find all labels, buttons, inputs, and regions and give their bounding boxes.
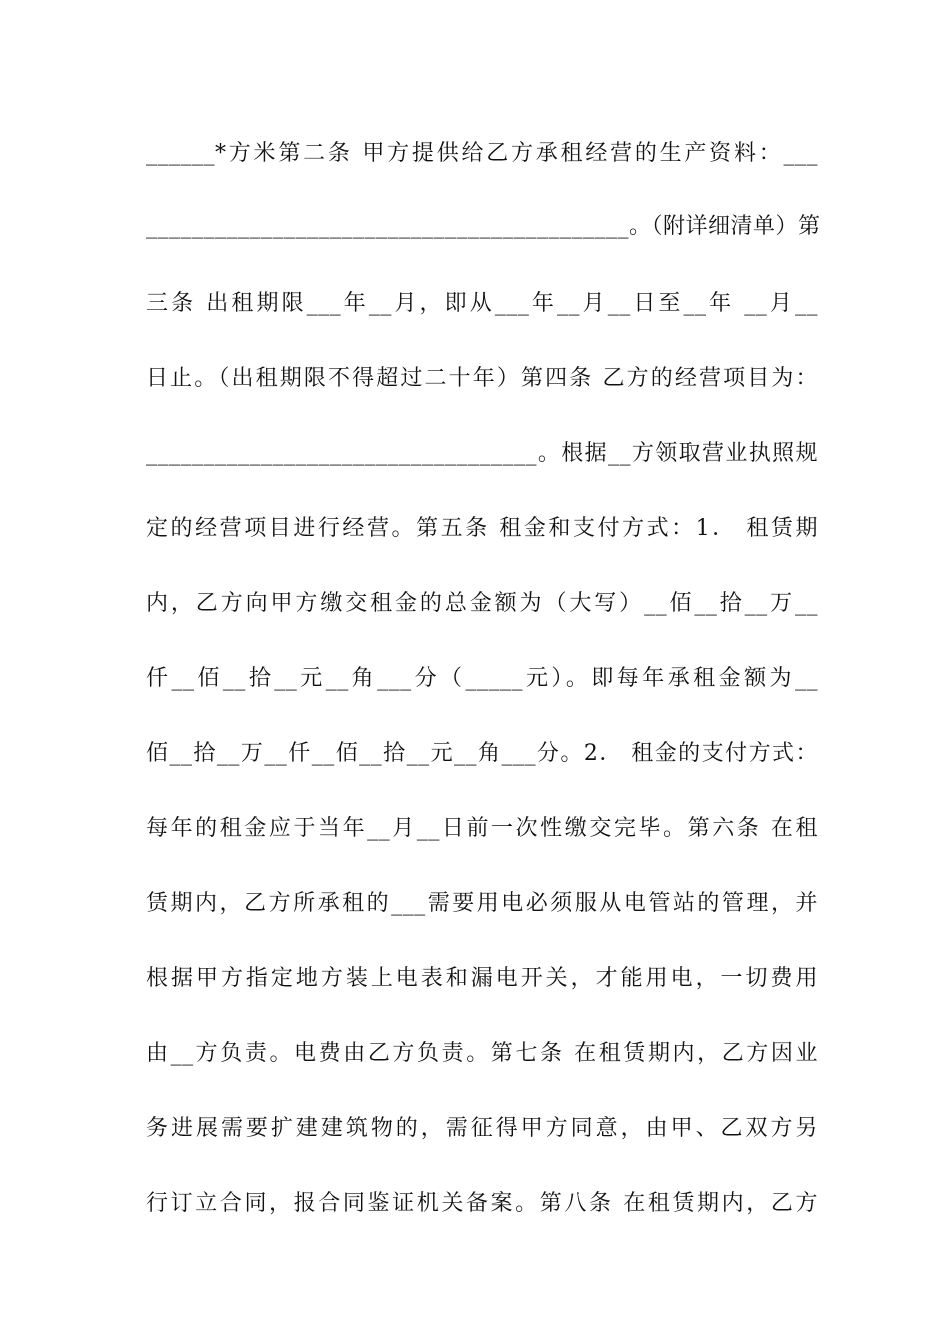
body-text-line: 定的经营项目进行经营。第五条 租金和支付方式：1． 租赁期 <box>146 516 818 541</box>
body-text-line: __________________________________。根据__方领取营业执照规 <box>146 441 818 466</box>
body-text-line: 根据甲方指定地方装上电表和漏电开关，才能用电，一切费用 <box>146 966 818 991</box>
body-text-line: 务进展需要扩建建筑物的，需征得甲方同意，由甲、乙双方另 <box>146 1116 818 1141</box>
body-text-line: 三条 出租期限___年__月，即从___年__月__日至__年 __月__ <box>146 291 818 316</box>
body-text-line: 内，乙方向甲方缴交租金的总金额为（大写）__佰__拾__万__ <box>146 591 818 616</box>
body-text-line: 每年的租金应于当年__月__日前一次性缴交完毕。第六条 在租 <box>146 816 818 841</box>
body-text-line: 由__方负责。电费由乙方负责。第七条 在租赁期内，乙方因业 <box>146 1041 818 1066</box>
body-text-line: 佰__拾__万__仟__佰__拾__元__角___分。2． 租金的支付方式： <box>146 741 818 766</box>
body-text-line: 仟__佰__拾__元__角___分（_____元）。即每年承租金额为__ <box>146 666 818 691</box>
body-text-line: 赁期内，乙方所承租的___需要用电必须服从电管站的管理，并 <box>146 891 818 916</box>
body-text-line: 行订立合同，报合同鉴证机关备案。第八条 在租赁期内，乙方 <box>146 1191 818 1216</box>
body-text-line: ______*方米第二条 甲方提供给乙方承租经营的生产资料：___ <box>146 141 818 166</box>
body-text-line: 日止。（出租期限不得超过二十年）第四条 乙方的经营项目为： <box>146 366 818 391</box>
body-text-line: __________________________________________。（附详细清单）第 <box>146 214 821 239</box>
